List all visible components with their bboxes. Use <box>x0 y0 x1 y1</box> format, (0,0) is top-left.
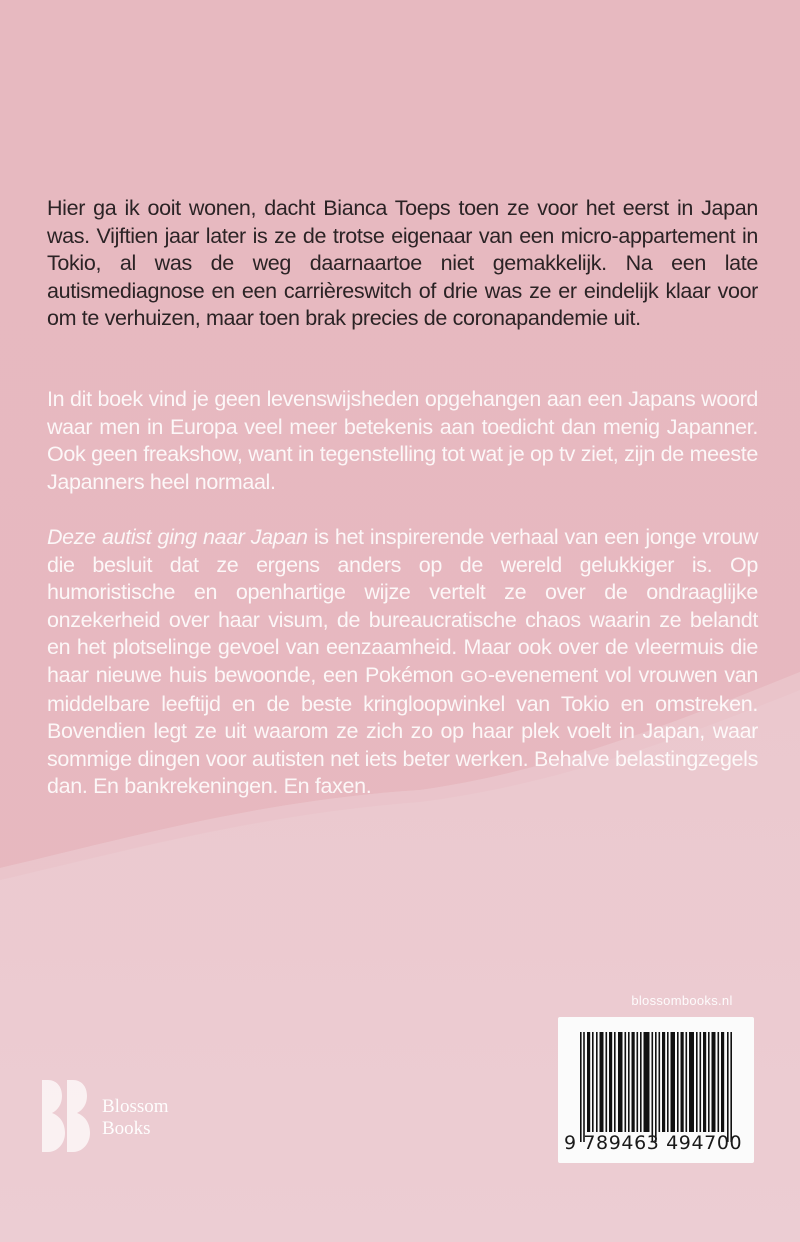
logo-line-1: Blossom <box>102 1096 169 1117</box>
blurb-paragraph-disclaimer <box>47 386 758 496</box>
barcode-icon <box>580 1032 732 1142</box>
paragraph-3-text <box>47 524 758 801</box>
paragraph-1-text: Hier ga ik ooit wonen, dacht Bianca Toeps toen ze voor het eerst in Japan was. Vijftien jaar later is ze de trotse eigenaar van een micro-appartement in Tokio, al was de weg daarnaartoe niet gemakkelijk. Na een late autismediagnose en een carrièreswitch of drie was ze er eindelijk klaar voor om te verhuizen, maar toen brak precies de coronapandemie uit. <box>47 196 758 331</box>
paragraph-2-text: In dit boek vind je geen levenswijsheden opgehangen aan een Japans woord waar men in Europa veel meer betekenis aan toedicht dan menig Japanner. Ook geen freakshow, want in tegenstelling tot wat je op tv ziet, zijn de meeste Japanners heel normaal. <box>47 387 758 494</box>
paragraph-3-part1: is het inspirerende verhaal van een jonge vrouw die besluit dat ze ergens anders op de wereld gelukkiger is. Op humoristische en openhartige wijze vertelt ze over de ondraaglijke onzekerheid over haar visum, de bureaucratische chaos waarin ze belandt en het plotselinge gevoel van eenzaamheid. Maar ook over de vleermuis die haar nieuwe huis bewoonde, een Pokémon <box>47 525 758 687</box>
go-smallcaps: GO <box>460 666 488 686</box>
paragraph-3-part2: -evenement vol vrouwen van middelbare leeftijd en de beste kringloopwinkel van Tokio en omstreken. Bovendien legt ze uit waarom ze zich zo op haar plek voelt in Japan, waar sommige dingen voor autisten net iets beter werken. Behalve belastingzegels dan. En bankrekeningen. En faxen. <box>47 662 758 799</box>
double-b-logo-icon <box>42 1080 92 1152</box>
blurb-paragraph-summary <box>47 524 758 801</box>
publisher-name <box>102 1096 169 1140</box>
publisher-website: blossombooks.nl <box>631 993 733 1008</box>
isbn-number: 9 789463 494700 <box>564 1132 743 1154</box>
blurb-paragraph-intro <box>47 195 758 333</box>
logo-line-2: Books <box>102 1118 151 1139</box>
isbn-barcode <box>558 1017 754 1163</box>
book-title-italic: Deze autist ging naar Japan <box>47 525 308 549</box>
